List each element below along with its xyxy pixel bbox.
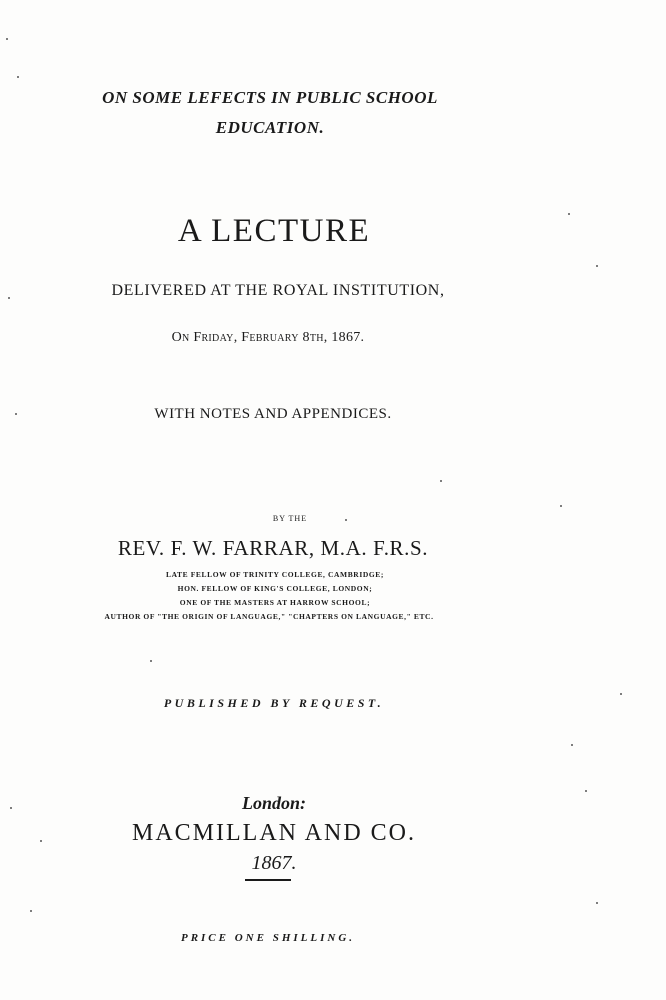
print-speck xyxy=(30,910,32,912)
delivered-line: DELIVERED AT THE ROYAL INSTITUTION, xyxy=(111,282,445,299)
print-speck xyxy=(150,660,152,662)
place-of-publication: London: xyxy=(241,793,306,813)
print-speck xyxy=(596,265,598,267)
credential-line: AUTHOR OF "THE ORIGIN OF LANGUAGE," "CHAPTERS ON LANGUAGE," ETC. xyxy=(104,612,434,621)
print-speck xyxy=(571,744,573,746)
print-speck xyxy=(560,505,562,507)
print-speck xyxy=(8,297,10,299)
print-speck xyxy=(17,76,19,78)
print-speck xyxy=(620,693,622,695)
by-the-line: BY THE xyxy=(272,514,308,523)
print-speck xyxy=(15,413,17,415)
lecture-heading: A LECTURE xyxy=(177,213,371,249)
published-by-request: PUBLISHED BY REQUEST. xyxy=(163,696,385,710)
print-speck xyxy=(596,902,598,904)
print-speck xyxy=(40,840,42,842)
date-line: On Friday, February 8th, 1867. xyxy=(171,330,365,345)
print-speck xyxy=(345,519,347,521)
print-speck xyxy=(585,790,587,792)
credential-line: LATE FELLOW OF TRINITY COLLEGE, CAMBRIDGE; xyxy=(165,570,384,579)
print-speck xyxy=(6,38,8,40)
divider-rule xyxy=(245,879,291,881)
publication-year: 1867. xyxy=(251,852,297,874)
subject-title-line-2: EDUCATION. xyxy=(215,118,325,137)
notes-line: WITH NOTES AND APPENDICES. xyxy=(154,406,392,422)
author-name: REV. F. W. FARRAR, M.A. F.R.S. xyxy=(117,536,429,560)
publisher-name: MACMILLAN AND CO. xyxy=(131,820,416,846)
credential-line: HON. FELLOW OF KING'S COLLEGE, LONDON; xyxy=(177,584,373,593)
credential-line: ONE OF THE MASTERS AT HARROW SCHOOL; xyxy=(179,598,371,607)
price-line: PRICE ONE SHILLING. xyxy=(180,932,356,944)
print-speck xyxy=(440,480,442,482)
print-speck xyxy=(568,213,570,215)
print-speck xyxy=(10,807,12,809)
subject-title-line-1: ON SOME LEFECTS IN PUBLIC SCHOOL xyxy=(102,88,438,107)
